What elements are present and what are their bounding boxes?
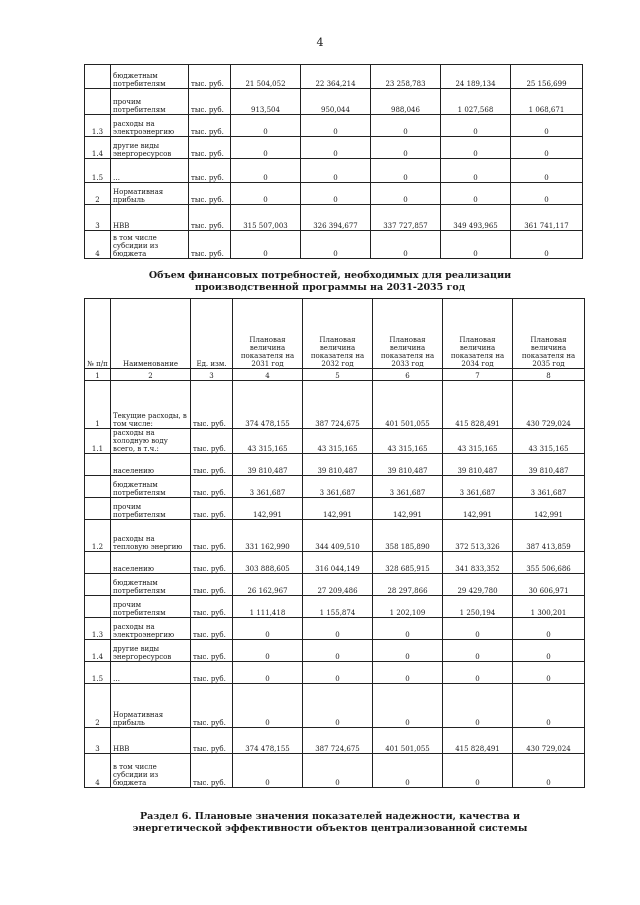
row-value: 303 888,605 [233,552,303,574]
row-value: 0 [443,662,513,684]
row-index: 1.5 [85,159,111,183]
row-value: 39 810,487 [513,454,585,476]
row-value: 0 [303,684,373,728]
row-value: 0 [233,754,303,788]
header-2034: Плановая величина показателя на 2034 год [443,299,513,369]
row-index [85,89,111,115]
row-name: бюджетным потребителям [111,476,191,498]
table-row [85,454,585,476]
row-value: 29 429,780 [443,574,513,596]
row-value: 0 [233,662,303,684]
row-value: 0 [513,662,585,684]
row-value: 0 [513,684,585,728]
row-index [85,454,111,476]
row-value: 1 300,201 [513,596,585,618]
row-index: 1.2 [85,520,111,552]
row-value: 1 111,418 [233,596,303,618]
column-number-row [85,369,585,381]
row-value: 344 409,510 [303,520,373,552]
row-value: 0 [231,137,301,159]
col-number: 1 [85,369,111,381]
row-unit: тыс. руб. [191,454,233,476]
row-index: 4 [85,231,111,259]
row-value: 0 [443,684,513,728]
row-value: 142,991 [373,498,443,520]
col-number: 3 [191,369,233,381]
row-name: расходы на холодную воду всего, в т.ч.: [111,429,191,454]
header-2035: Плановая величина показателя на 2035 год [513,299,585,369]
row-value: 0 [441,115,511,137]
row-name: прочим потребителям [111,89,189,115]
row-value: 387 413,859 [513,520,585,552]
row-value: 0 [303,754,373,788]
row-value: 23 258,783 [371,65,441,89]
table-row [85,159,583,183]
row-value: 3 361,687 [513,476,585,498]
row-value: 43 315,165 [513,429,585,454]
row-value: 142,991 [443,498,513,520]
row-value: 0 [443,618,513,640]
row-name: Нормативная прибыль [111,684,191,728]
row-value: 0 [511,115,583,137]
row-value: 0 [513,640,585,662]
row-value: 374 478,155 [233,728,303,754]
row-value: 430 729,024 [513,381,585,429]
row-value: 0 [373,618,443,640]
table-row [85,231,583,259]
row-value: 3 361,687 [373,476,443,498]
header-name: Наименование [111,299,191,369]
row-value: 142,991 [513,498,585,520]
row-unit: тыс. руб. [191,429,233,454]
row-value: 0 [301,231,371,259]
row-value: 0 [303,618,373,640]
row-value: 1 068,671 [511,89,583,115]
row-value: 1 027,568 [441,89,511,115]
table-row [85,183,583,205]
row-value: 3 361,687 [303,476,373,498]
row-value: 315 507,003 [231,205,301,231]
row-value: 0 [233,684,303,728]
row-value: 0 [441,137,511,159]
row-value: 415 828,491 [443,728,513,754]
row-value: 328 685,915 [373,552,443,574]
header-2032: Плановая величина показателя на 2032 год [303,299,373,369]
row-name: прочим потребителям [111,498,191,520]
row-unit: тыс. руб. [191,381,233,429]
row-value: 142,991 [233,498,303,520]
row-index: 2 [85,183,111,205]
row-value: 0 [513,618,585,640]
row-value: 1 202,109 [373,596,443,618]
row-unit: тыс. руб. [191,520,233,552]
row-value: 355 506,686 [513,552,585,574]
table-row [85,115,583,137]
row-name: НВВ [111,205,189,231]
table-row [85,476,585,498]
row-value: 22 364,214 [301,65,371,89]
row-value: 401 501,055 [373,728,443,754]
table-row [85,65,583,89]
row-unit: тыс. руб. [189,137,231,159]
row-value: 0 [303,662,373,684]
row-index: 3 [85,205,111,231]
row-value: 0 [373,754,443,788]
row-name: населению [111,454,191,476]
row-index: 2 [85,684,111,728]
row-value: 43 315,165 [303,429,373,454]
row-value: 0 [511,137,583,159]
row-value: 24 189,134 [441,65,511,89]
row-unit: тыс. руб. [191,684,233,728]
table-row [85,498,585,520]
row-name: в том числе субсидии из бюджета [111,754,191,788]
row-value: 0 [441,231,511,259]
row-value: 430 729,024 [513,728,585,754]
row-value: 0 [371,183,441,205]
row-value: 341 833,352 [443,552,513,574]
col-number: 8 [513,369,585,381]
row-value: 0 [231,231,301,259]
row-unit: тыс. руб. [191,574,233,596]
row-value: 0 [233,640,303,662]
row-value: 43 315,165 [443,429,513,454]
row-unit: тыс. руб. [191,640,233,662]
row-value: 0 [443,754,513,788]
row-value: 337 727,857 [371,205,441,231]
row-value: 326 394,677 [301,205,371,231]
row-name: другие виды энергоресурсов [111,640,191,662]
row-value: 358 185,890 [373,520,443,552]
row-name: … [111,159,189,183]
row-unit: тыс. руб. [189,115,231,137]
table-row [85,520,585,552]
row-value: 0 [231,183,301,205]
row-value: 950,044 [301,89,371,115]
header-2033: Плановая величина показателя на 2033 год [373,299,443,369]
row-name: Текущие расходы, в том числе: [111,381,191,429]
row-value: 0 [443,640,513,662]
table-row [85,684,585,728]
row-value: 3 361,687 [443,476,513,498]
row-value: 0 [301,115,371,137]
row-name: расходы на электроэнергию [111,618,191,640]
row-index [85,574,111,596]
table-row [85,89,583,115]
row-value: 0 [373,662,443,684]
header-row [85,299,585,369]
row-value: 0 [511,231,583,259]
header-2031: Плановая величина показателя на 2031 год [233,299,303,369]
row-name: бюджетным потребителям [111,574,191,596]
row-value: 0 [301,159,371,183]
table-row [85,552,585,574]
row-name: Нормативная прибыль [111,183,189,205]
row-unit: тыс. руб. [191,662,233,684]
row-index: 1.4 [85,640,111,662]
row-value: 39 810,487 [443,454,513,476]
col-number: 7 [443,369,513,381]
row-name: в том числе субсидии из бюджета [111,231,189,259]
row-value: 387 724,675 [303,728,373,754]
table-row [85,640,585,662]
table-row [85,574,585,596]
row-name: бюджетным потребителям [111,65,189,89]
table-row [85,662,585,684]
row-value: 0 [371,159,441,183]
row-index: 1.3 [85,618,111,640]
row-unit: тыс. руб. [191,728,233,754]
row-value: 401 501,055 [373,381,443,429]
table-row [85,429,585,454]
row-index: 3 [85,728,111,754]
row-value: 372 513,326 [443,520,513,552]
row-unit: тыс. руб. [191,552,233,574]
row-unit: тыс. руб. [189,231,231,259]
row-value: 0 [441,183,511,205]
row-index [85,552,111,574]
row-index [85,476,111,498]
row-unit: тыс. руб. [189,159,231,183]
row-index: 1.3 [85,115,111,137]
row-unit: тыс. руб. [189,89,231,115]
col-number: 5 [303,369,373,381]
row-unit: тыс. руб. [191,618,233,640]
row-name: расходы на электроэнергию [111,115,189,137]
row-unit: тыс. руб. [191,596,233,618]
row-value: 0 [513,754,585,788]
row-value: 0 [511,159,583,183]
col-number: 4 [233,369,303,381]
row-name: другие виды энергоресурсов [111,137,189,159]
table-row [85,205,583,231]
row-unit: тыс. руб. [191,476,233,498]
row-value: 331 162,990 [233,520,303,552]
table-row [85,596,585,618]
table-row [85,381,585,429]
row-name: НВВ [111,728,191,754]
col-number: 2 [111,369,191,381]
row-value: 30 606,971 [513,574,585,596]
row-value: 0 [371,231,441,259]
row-value: 0 [233,618,303,640]
row-value: 26 162,967 [233,574,303,596]
financial-needs-title: Объем финансовых потребностей, необходимых для реализации производственной программы на 2031-2035 год [148,270,512,293]
row-value: 21 504,052 [231,65,301,89]
row-value: 374 478,155 [233,381,303,429]
row-value: 0 [441,159,511,183]
col-number: 6 [373,369,443,381]
row-name: … [111,662,191,684]
row-unit: тыс. руб. [191,498,233,520]
row-value: 0 [371,115,441,137]
row-value: 39 810,487 [303,454,373,476]
row-value: 142,991 [303,498,373,520]
row-value: 361 741,117 [511,205,583,231]
row-value: 988,046 [371,89,441,115]
row-value: 0 [231,115,301,137]
row-value: 0 [301,183,371,205]
row-unit: тыс. руб. [191,754,233,788]
table-row [85,137,583,159]
row-value: 1 155,874 [303,596,373,618]
row-index: 4 [85,754,111,788]
header-idx: № п/п [85,299,111,369]
row-value: 28 297,866 [373,574,443,596]
row-value: 0 [231,159,301,183]
row-value: 349 493,965 [441,205,511,231]
table-row [85,618,585,640]
row-name: прочим потребителям [111,596,191,618]
row-value: 1 250,194 [443,596,513,618]
header-unit: Ед. изм. [191,299,233,369]
row-value: 0 [371,137,441,159]
row-unit: тыс. руб. [189,65,231,89]
row-index [85,65,111,89]
financial-needs-table [84,298,585,788]
row-value: 0 [301,137,371,159]
row-name: расходы на тепловую энергию [111,520,191,552]
row-index: 1.4 [85,137,111,159]
row-index [85,596,111,618]
table-row [85,728,585,754]
page-number: 4 [316,36,324,49]
row-value: 415 828,491 [443,381,513,429]
row-value: 0 [303,640,373,662]
row-value: 39 810,487 [233,454,303,476]
row-value: 316 044,149 [303,552,373,574]
table-row [85,754,585,788]
row-value: 43 315,165 [373,429,443,454]
row-value: 0 [511,183,583,205]
row-index: 1 [85,381,111,429]
row-value: 25 156,699 [511,65,583,89]
row-value: 0 [373,684,443,728]
row-value: 39 810,487 [373,454,443,476]
row-unit: тыс. руб. [189,205,231,231]
row-value: 0 [373,640,443,662]
row-value: 387 724,675 [303,381,373,429]
row-unit: тыс. руб. [189,183,231,205]
row-value: 3 361,687 [233,476,303,498]
row-value: 27 209,486 [303,574,373,596]
row-index: 1.5 [85,662,111,684]
section-6-title: Раздел 6. Плановые значения показателей надежности, качества и энергетической эффективности объектов централизованной системы [132,811,528,834]
row-index: 1.1 [85,429,111,454]
row-value: 43 315,165 [233,429,303,454]
row-name: населению [111,552,191,574]
row-index [85,498,111,520]
row-value: 913,504 [231,89,301,115]
top-table [84,64,583,259]
